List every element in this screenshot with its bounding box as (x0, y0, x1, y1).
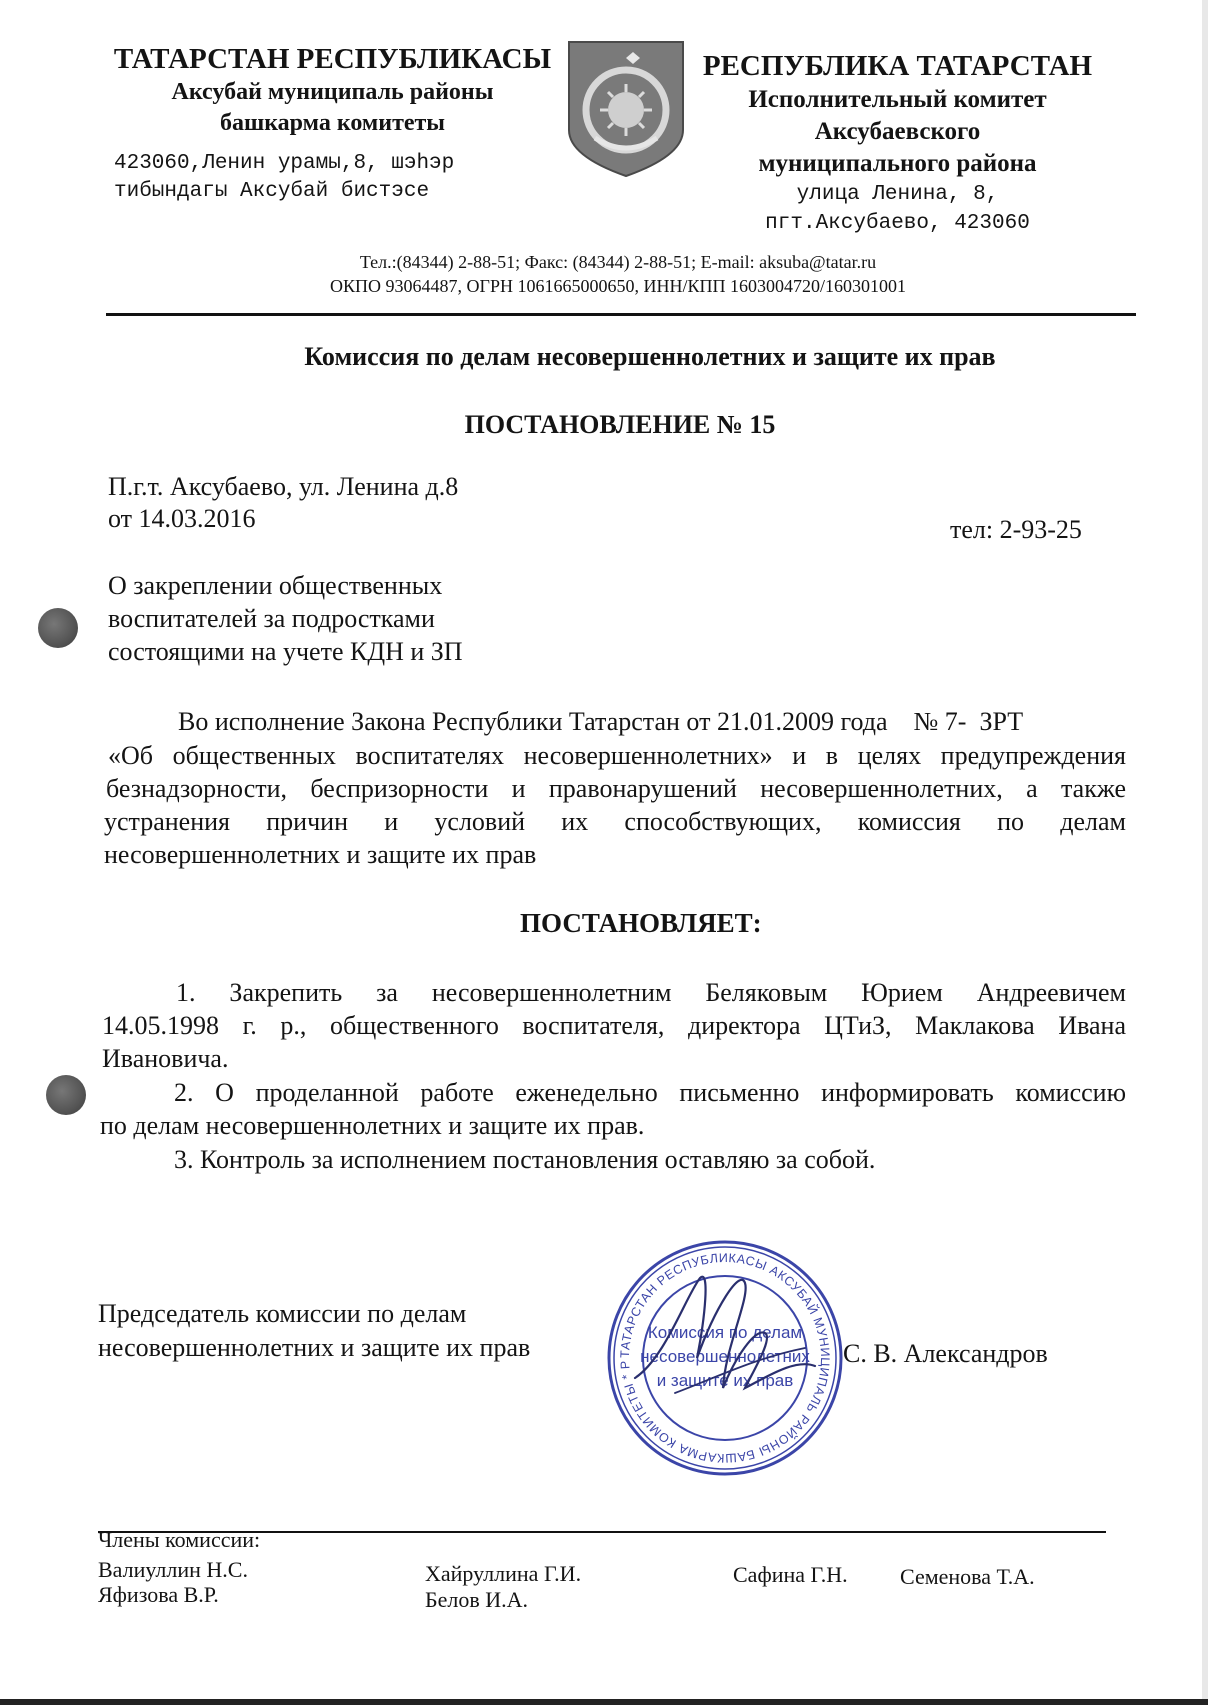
codes-line: ОКПО 93064487, ОГРН 1061665000650, ИНН/КПП 1603004720/160301001 (330, 276, 906, 296)
coat-of-arms (565, 38, 687, 178)
signature-role-line-1: Председатель комиссии по делам (98, 1299, 467, 1328)
header-left-address-1: 423060,Ленин урамы,8, шэhэр (114, 152, 455, 175)
header-left-line1: ТАТАРСТАН РЕСПУБЛИКАСЫ (113, 43, 552, 75)
signature-name: С. В. Александров (843, 1339, 1048, 1368)
member-4: Белов И.А. (425, 1587, 529, 1612)
member-5: Сафина Г.Н. (733, 1562, 848, 1587)
item-2-line-1: 2. О проделанной работе еженедельно письменно информировать комиссию (174, 1078, 1126, 1107)
preamble-line-5: несовершеннолетних и защите их прав (104, 840, 537, 869)
header-right-line4: муниципального района (758, 150, 1037, 177)
header-right-line2: Исполнительный комитет (748, 86, 1047, 113)
punch-hole (38, 608, 78, 648)
header-left-block (110, 42, 555, 138)
subject-line-1: О закреплении общественных (108, 571, 443, 600)
header-right-line1: РЕСПУБЛИКА ТАТАРСТАН (702, 50, 1093, 82)
commission-title: Комиссия по делам несовершеннолетних и защите их прав (304, 342, 996, 371)
stamp-seal-icon (605, 1238, 845, 1478)
header-right-address-2: пгт.Аксубаево, 423060 (765, 212, 1030, 235)
header-contacts (100, 250, 1136, 298)
contacts-line: Тел.:(84344) 2-88-51; Факс: (84344) 2-88-51; E-mail: aksuba@tatar.ru (359, 252, 877, 272)
resolves-heading: ПОСТАНОВЛЯЕТ: (520, 908, 762, 938)
member-2: Яфизова В.Р. (98, 1582, 219, 1607)
subject-line-3: состоящими на учете КДН и ЗП (108, 637, 463, 666)
stamp-inner-line-3: и защите их прав (656, 1371, 794, 1390)
scan-edge (1202, 0, 1208, 1705)
item-3: 3. Контроль за исполнением постановления оставляю за собой. (174, 1145, 876, 1174)
scan-bottom-edge (0, 1699, 1208, 1705)
stamp-inner-line-2: несовершеннолетних (640, 1347, 810, 1366)
header-right-address-1: улица Ленина, 8, (796, 183, 999, 206)
place: П.г.т. Аксубаево, ул. Ленина д.8 (108, 472, 459, 501)
signature-role-line-2: несовершеннолетних и защите их прав (98, 1333, 531, 1362)
item-2-line-2: по делам несовершеннолетних и защите их прав. (100, 1111, 645, 1140)
preamble-line-3: безнадзорности, беспризорности и правонарушений несовершеннолетних, а также (106, 774, 1126, 803)
member-1: Валиуллин Н.С. (98, 1557, 248, 1582)
header-right-block (700, 48, 1095, 238)
preamble-line-4: устранения причин и условий их способствующих, комиссия по делам (104, 807, 1126, 836)
phone: тел: 2-93-25 (950, 515, 1082, 544)
header-divider (106, 313, 1136, 316)
date: от 14.03.2016 (108, 504, 256, 533)
subject-line-2: воспитателей за подростками (108, 604, 435, 633)
decree-title: ПОСТАНОВЛЕНИЕ № 15 (464, 410, 776, 439)
item-1-line-1: 1. Закрепить за несовершеннолетним Беляковым Юрием Андреевичем (176, 978, 1126, 1007)
stamp-inner-line-1: Комиссия по делам (647, 1323, 803, 1342)
preamble-line-2: «Об общественных воспитателях несовершеннолетних» и в целях предупреждения (108, 741, 1126, 770)
official-stamp (605, 1238, 845, 1478)
header-left-line2: Аксубай муниципаль районы (171, 79, 494, 105)
member-6: Семенова Т.А. (900, 1564, 1035, 1589)
header-right-line3: Аксубаевского (814, 118, 981, 145)
members-label: Члены комиссии: (98, 1527, 261, 1552)
stamp-outer-text: ТАТАРСТАН РЕСПУБЛИКАСЫ АКСУБАЙ МУНИЦИПАЛЬ РАЙОНЫ БАШКАРМА КОМИТЕТЫ * Р (617, 1250, 833, 1466)
punch-hole (46, 1075, 86, 1115)
preamble-line-1: Во исполнение Закона Республики Татарстан от 21.01.2009 года № 7- ЗРТ (178, 707, 1024, 736)
item-1-line-3: Ивановича. (102, 1044, 229, 1073)
member-3: Хайруллина Г.И. (425, 1561, 582, 1586)
header-left-address-2: тибындагы Аксубай бистэсе (114, 180, 430, 203)
coat-of-arms-icon (565, 38, 687, 178)
header-left-line3: башкарма комитеты (219, 110, 446, 136)
item-1-line-2: 14.05.1998 г. р., общественного воспитателя, директора ЦТиЗ, Маклакова Ивана (102, 1011, 1126, 1040)
